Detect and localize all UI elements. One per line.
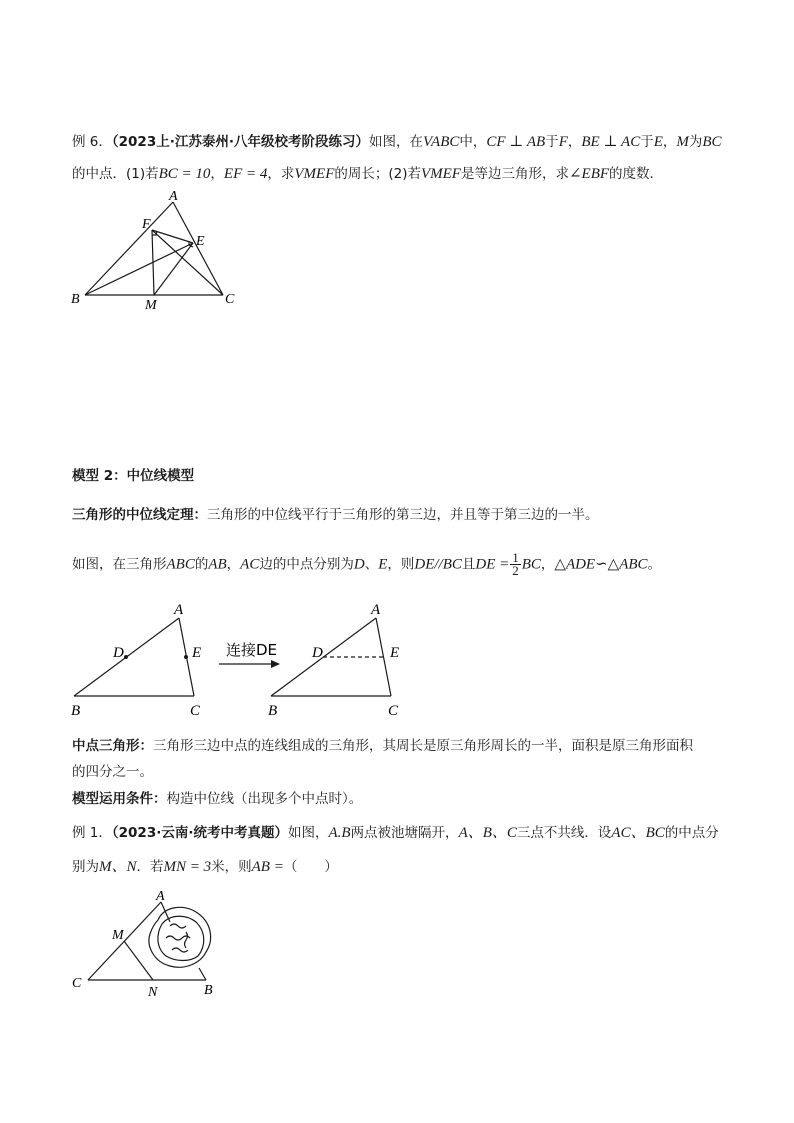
- label-e: E: [192, 645, 202, 661]
- label-e2: E: [390, 645, 400, 661]
- theorem-line: 三角形的中位线定理：三角形的中位线平行于三角形的第三边，并且等于第三边的一半。: [72, 507, 599, 523]
- midline-desc: 如图，在三角形ABC的AB，AC边的中点分别为D、E，则DE//BC且DE = $\frac{1}{2}$ BC，△ADE∽△ABC。: [72, 550, 662, 578]
- ex6-line2: 的中点．(1)若BC = 10，EF = 4，求VMEF的周长；(2)若VMEF是等边三角形，求∠EBF的度数．: [72, 166, 664, 182]
- label-b: B: [204, 983, 213, 998]
- label-f: F: [142, 217, 151, 232]
- label-a: A: [156, 889, 165, 904]
- label-c: C: [72, 976, 82, 991]
- label-c: C: [190, 703, 201, 719]
- math-symbol: EF = 4: [223, 166, 268, 182]
- label-a2: A: [371, 602, 381, 618]
- label-m: M: [112, 928, 124, 943]
- section-heading: 模型 2：中位线模型: [72, 468, 195, 484]
- label-e: E: [196, 234, 205, 249]
- ex6-triangle-figure: [65, 188, 265, 313]
- label-a: A: [169, 189, 178, 204]
- midline-figure: [66, 598, 416, 720]
- label-c: C: [225, 292, 235, 307]
- math-symbol: BC = 10: [158, 166, 211, 182]
- math-symbol: BE ⊥ AC: [581, 134, 641, 150]
- label-b: B: [71, 703, 81, 719]
- label-d2: D: [312, 645, 323, 661]
- ex1-line2: 别为M、N．若MN = 3米，则AB =（ ）: [72, 859, 338, 875]
- example-source: （2023·云南·统考中考真题）: [111, 825, 288, 841]
- model-condition: 模型运用条件：构造中位线（出现多个中点时）。: [72, 791, 363, 807]
- label-b: B: [71, 292, 80, 307]
- example-number: 例 6．: [72, 134, 112, 150]
- fraction-one-half: $\frac{1}{2}$: [512, 550, 519, 578]
- example-source: （2023上·江苏泰州·八年级校考阶段练习）: [111, 134, 369, 150]
- label-d: D: [113, 645, 124, 661]
- math-symbol: VABC: [422, 134, 460, 150]
- ex6-line1: 例 6．（2023上·江苏泰州·八年级校考阶段练习）如图，在VABC中，CF ⊥ AB于F，BE ⊥ AC于E，M为BC: [72, 134, 722, 150]
- ex1-line1: 例 1．（2023·云南·统考中考真题）如图，A.B两点被池塘隔开，A、B、C三点不共线．设AC、BC的中点分: [72, 825, 719, 841]
- arrow-label: 连接DE: [226, 641, 278, 659]
- label-a: A: [174, 602, 184, 618]
- label-m: M: [145, 298, 157, 313]
- midpoint-triangle-line1: 中点三角形：三角形三边中点的连线组成的三角形，其周长是原三角形周长的一半，面积是原三角形面积: [72, 738, 693, 754]
- pond-figure: [66, 888, 226, 1000]
- label-b2: B: [268, 703, 278, 719]
- label-c2: C: [388, 703, 399, 719]
- midpoint-triangle-line2: 的四分之一。: [72, 764, 153, 780]
- math-symbol: CF ⊥ AB: [486, 134, 546, 150]
- label-n: N: [148, 985, 158, 1000]
